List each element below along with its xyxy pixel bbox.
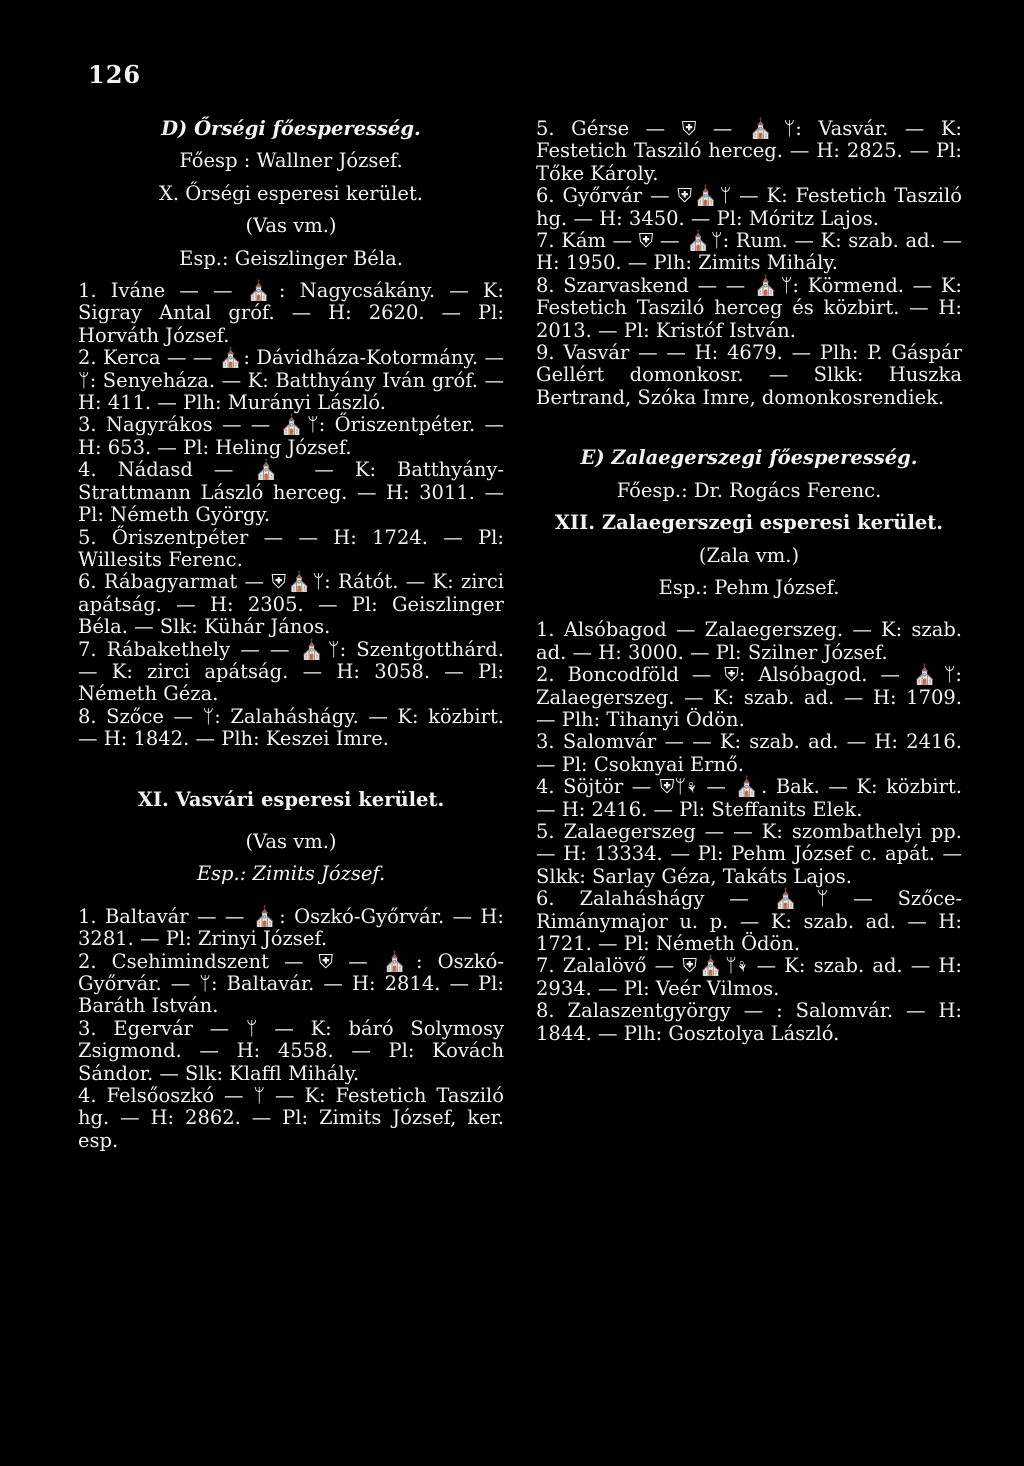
left-column [78, 118, 504, 1152]
parish-entry: 5. Zalaegerszeg — — K: szombathelyi pp. — H: 13334. — Pl: Pehm József c. apát. — Slkk: Sarlay Géza, Takáts Lajos. [536, 819, 962, 888]
esp-line-3: Esp.: Pehm József. [658, 575, 840, 599]
parish-entry: 7. Kám — ⛨ — ⛪ᛘ: Rum. — K: szab. ad. — H: 1950. — Plh: Zimits Mihály. [536, 229, 962, 275]
district-title-xi: XI. Vasvári esperesi kerület. [137, 787, 445, 811]
parish-entry: 6. Győrvár — ⛨⛪ᛘ — K: Festetich Tasziló hg. — H: 3450. — Pl: Móritz Lajos. [536, 184, 962, 230]
parish-entry: 7. Zalalövő — ⛨⛪ᛘ⚘ — K: szab. ad. — H: 2934. — Pl: Veér Vilmos. [536, 954, 962, 1000]
foesp-line: Főesp : Wallner József. [179, 149, 403, 173]
section-title-d: D) Őrségi főesperesség. [161, 117, 421, 140]
county-line: (Vas vm.) [245, 214, 337, 238]
parish-entry: 4. Nádasd — ⛪ — K: Batthyány-Strattmann László herceg. — H: 3011. — Pl: Németh György. [78, 458, 504, 527]
parish-entry: 2. Kerca — — ⛪: Dávidháza-Kotormány. — ᛘ: Senyeháza. — K: Batthyány Iván gróf. — H: 411. — Plh: Murányi László. [78, 346, 504, 415]
parish-entry: 5. Gérse — ⛨ — ⛪ᛘ: Vasvár. — K: Festetich Tasziló herceg. — H: 2825. — Pl: Tőke Károly. [536, 117, 962, 185]
county-line-3: (Zala vm.) [698, 543, 800, 567]
parish-entry: 1. Iváne — — ⛪: Nagycsákány. — K: Sigray Antal gróf. — H: 2620. — Pl: Horváth József. [78, 279, 504, 347]
parish-entry: 4. Söjtör — ⛨ᛘ⚘ — ⛪. Bak. — K: közbirt. — H: 2416. — Pl: Steffanits Elek. [536, 775, 962, 821]
esp-line: Esp.: Geiszlinger Béla. [179, 246, 403, 270]
parish-entry: 6. Rábagyarmat — ⛨⛪ᛘ: Rátót. — K: zirci apátság. — H: 2305. — Pl: Geiszlinger Béla. — Slk: Kühár János. [78, 570, 504, 639]
parish-entry: 2. Csehimindszent — ⛨ — ⛪: Oszkó-Győrvár. — ᛘ: Baltavár. — H: 2814. — Pl: Baráth István. [78, 949, 504, 1018]
parish-entry: 6. Zalaháshágy — ⛪ᛘ — Szőce-Rimánymajor u. p. — K: szab. ad. — H: 1721. — Pl: Németh Ödön. [536, 887, 962, 955]
right-column [536, 118, 962, 1045]
parish-entry: 4. Felsőoszkó — ᛘ — K: Festetich Tasziló hg. — H: 2862. — Pl: Zimits József, ker. esp. [78, 1084, 504, 1152]
parish-entry: 2. Boncodföld — ⛨: Alsóbagod. — ⛪ᛘ: Zalaegerszeg. — K: szab. ad. — H: 1709. — Plh: Tihanyi Ödön. [536, 663, 962, 731]
district-title-x: X. Őrségi esperesi kerület. [159, 181, 423, 205]
district-title-xii: XII. Zalaegerszegi esperesi kerület. [554, 511, 944, 535]
parish-entry: 9. Vasvár — — H: 4679. — Plh: P. Gáspár Gellért domonkosr. — Slkk: Huszka Bertrand, Szóka Imre, domonkosrendiek. [536, 341, 962, 409]
parish-entry: 5. Őriszentpéter — — H: 1724. — Pl: Willesits Ferenc. [78, 525, 504, 571]
parish-entry: 3. Egervár — ᛘ — K: báró Solymosy Zsigmond. — H: 4558. — Pl: Kovách Sándor. — Slk: Klaffl Mihály. [78, 1016, 504, 1085]
parish-entry: 3. Salomvár — — K: szab. ad. — H: 2416. — Pl: Csoknyai Ernő. [536, 730, 962, 776]
parish-entry: 8. Szarvaskend — — ⛪ᛘ: Körmend. — K: Festetich Tasziló herceg és közbirt. — H: 2013. — Pl: Kristóf István. [536, 273, 962, 342]
parish-entry: 1. Alsóbagod — Zalaegerszeg. — K: szab. ad. — H: 3000. — Pl: Szilner József. [536, 618, 962, 664]
esp-line-2: Esp.: Zimits József. [196, 862, 386, 886]
county-line-2: (Vas vm.) [245, 829, 337, 853]
parish-entry: 8. Szőce — ᛘ: Zalaháshágy. — K: közbirt. — H: 1842. — Plh: Keszei Imre. [78, 704, 504, 751]
parish-entry: 7. Rábakethely — — ⛪ᛘ: Szentgotthárd. — K: zirci apátság. — H: 3058. — Pl: Németh Géza. [78, 637, 504, 706]
foesp-line-e: Főesp.: Dr. Rogács Ferenc. [616, 478, 882, 502]
parish-entry: 8. Zalaszentgyörgy — : Salomvár. — H: 1844. — Plh: Gosztolya László. [536, 999, 962, 1045]
parish-entry: 3. Nagyrákos — — ⛪ᛘ: Őriszentpéter. — H: 653. — Pl: Heling József. [78, 413, 504, 459]
parish-entry: 1. Baltavár — — ⛪: Oszkó-Győrvár. — H: 3281. — Pl: Zrinyi József. [78, 904, 504, 951]
section-title-e: E) Zalaegerszegi főesperesség. [580, 446, 918, 470]
page-number: 126 [88, 60, 142, 89]
